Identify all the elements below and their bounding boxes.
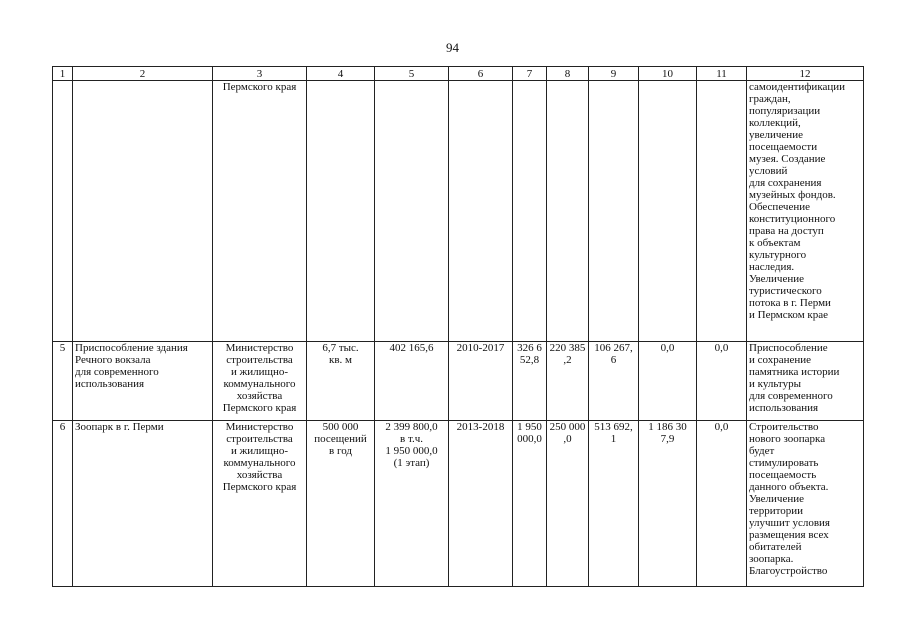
value-col11 <box>697 81 747 342</box>
value-col7 <box>513 81 547 342</box>
capacity: 6,7 тыс. кв. м <box>307 342 375 421</box>
object-name <box>73 81 213 342</box>
data-table <box>52 66 864 587</box>
value-col9: 513 692, 1 <box>589 421 639 587</box>
row-number: 5 <box>53 342 73 421</box>
column-header: 2 <box>73 67 213 81</box>
row-number: 6 <box>53 421 73 587</box>
value-col11: 0,0 <box>697 342 747 421</box>
expected-result: Приспособление и сохранение памятника истории и культуры для современного использования <box>747 342 864 421</box>
expected-result: самоидентификации граждан, популяризации коллекций, увеличение посещаемости музея. Создание условий для сохранения музейных фондов. Обеспечение конституционного права на доступ к объектам культурного наследия. Увеличение туристического потока в г. Перми и Пермском крае <box>747 81 864 342</box>
value-col7: 326 6 52,8 <box>513 342 547 421</box>
value-col7: 1 950 000,0 <box>513 421 547 587</box>
responsible-body: Министерство строительства и жилищно- коммунального хозяйства Пермского края <box>213 342 307 421</box>
total-cost: 402 165,6 <box>375 342 449 421</box>
column-header: 6 <box>449 67 513 81</box>
column-header: 1 <box>53 67 73 81</box>
period <box>449 81 513 342</box>
responsible-body: Министерство строительства и жилищно- коммунального хозяйства Пермского края <box>213 421 307 587</box>
total-cost <box>375 81 449 342</box>
header-row <box>53 67 864 81</box>
column-header: 9 <box>589 67 639 81</box>
responsible-body: Пермского края <box>213 81 307 342</box>
value-col10: 0,0 <box>639 342 697 421</box>
value-col9: 106 267, 6 <box>589 342 639 421</box>
column-header: 11 <box>697 67 747 81</box>
column-header: 7 <box>513 67 547 81</box>
column-header: 10 <box>639 67 697 81</box>
expected-result: Строительство нового зоопарка будет стимулировать посещаемость данного объекта. Увеличение территории улучшит условия размещения всех обитателей зоопарка. Благоустройство <box>747 421 864 587</box>
value-col9 <box>589 81 639 342</box>
capacity: 500 000 посещений в год <box>307 421 375 587</box>
object-name: Приспособление здания Речного вокзала для современного использования <box>73 342 213 421</box>
column-header: 8 <box>547 67 589 81</box>
page-number: 94 <box>446 40 459 55</box>
value-col8 <box>547 81 589 342</box>
value-col10 <box>639 81 697 342</box>
row-number <box>53 81 73 342</box>
column-header: 5 <box>375 67 449 81</box>
total-cost: 2 399 800,0 в т.ч. 1 950 000,0 (1 этап) <box>375 421 449 587</box>
value-col11: 0,0 <box>697 421 747 587</box>
table-row <box>53 421 864 587</box>
period: 2013-2018 <box>449 421 513 587</box>
value-col8: 220 385 ,2 <box>547 342 589 421</box>
value-col10: 1 186 30 7,9 <box>639 421 697 587</box>
value-col8: 250 000 ,0 <box>547 421 589 587</box>
column-header: 4 <box>307 67 375 81</box>
object-name: Зоопарк в г. Перми <box>73 421 213 587</box>
column-header: 12 <box>747 67 864 81</box>
table-row <box>53 342 864 421</box>
period: 2010-2017 <box>449 342 513 421</box>
capacity <box>307 81 375 342</box>
table-row <box>53 81 864 342</box>
column-header: 3 <box>213 67 307 81</box>
